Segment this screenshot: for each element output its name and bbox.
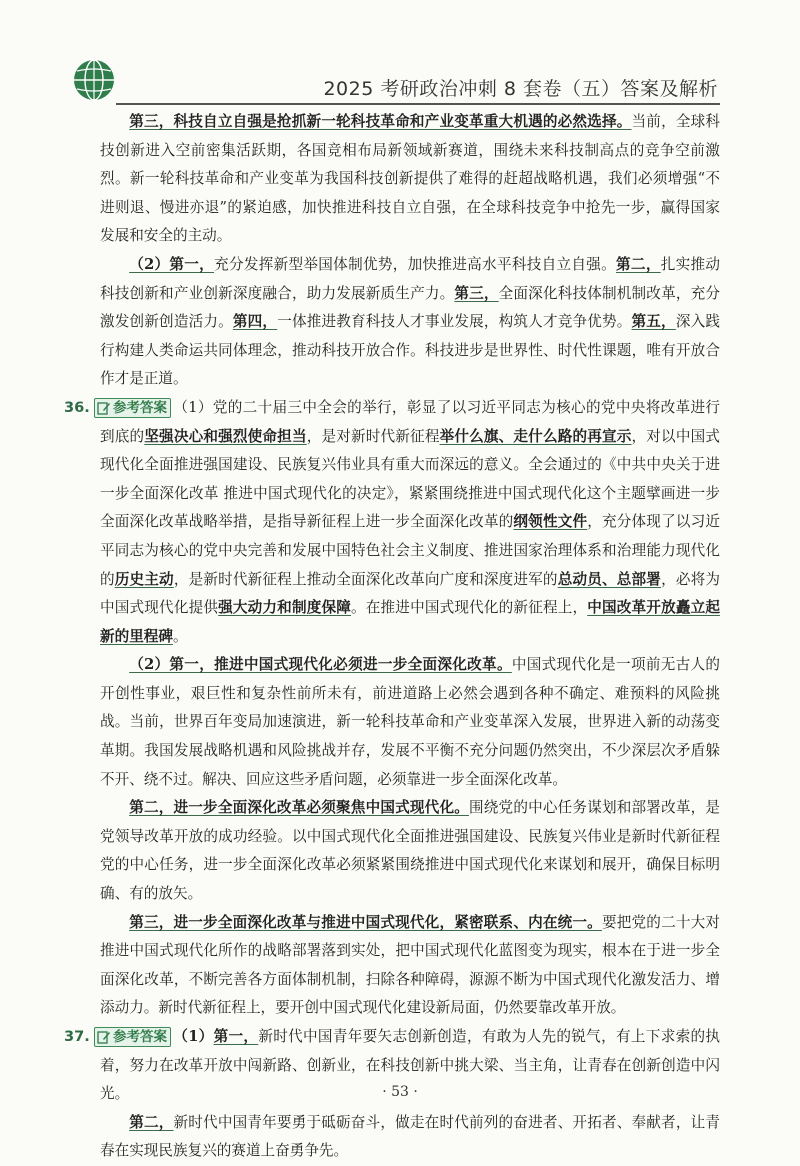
question-37-point-2: 第二，新时代中国青年要勇于砥砺奋斗，做走在时代前列的奋进者、开拓者、奉献者，让青春在实现民族复兴的赛道上奋勇争先。 [100, 1113, 720, 1160]
key-point: 第三， [454, 284, 499, 302]
question-number: 36. [64, 398, 90, 416]
key-point: 强大动力和制度保障 [218, 599, 352, 617]
answer-badge-label: 参考答案 [113, 399, 167, 416]
key-point: 纲领性文件 [513, 513, 588, 531]
question-37-part-1: 37. 参考答案 （1）第一，新时代中国青年要矢志创新创造，有敢为人先的锐气，有上下求索的执着，努力在改革开放中闯新路、创新业，在科技创新中挑大梁、当主角，让青春在创新创造中闪光。 [100, 1023, 720, 1109]
question-number: 37. [64, 1028, 90, 1045]
question-36-part-1: 36. 参考答案 （1）党的二十届三中全会的举行，彰显了以习近平同志为核心的党中央将改革进行到底的坚强决心和强烈使命担当，是对新时代新征程举什么旗、走什么路的再宣示，对以中国式现代化全面推进强国建设、民族复兴伟业具有重大而深远的意义。全会通过的《中共中央关于进一步全面深化改革 推进中国式现代化的决定》，紧紧围绕推进中国式现代化这个主题擘画进一步全面深化改革战略举措，是指导新征程上进一步全面深化改革的纲领性文件，充分体现了以习近平同志为核心的党中央完善和发展中国特色社会主义制度、推进国家治理体系和治理能力现代化的历史主动，是新时代新征程上推动全面深化改革向广度和深度进军的总动员、总部署，必将为中国式现代化提供强大动力和制度保障。在推进中国式现代化的新征程上，中国改革开放矗立起新的里程碑。 [100, 394, 720, 651]
answer-content [64, 108, 720, 1166]
paragraph-text: 一体推进教育科技人才事业发展，构筑人才竞争优势。 [277, 313, 632, 331]
key-point: 历史主动 [114, 570, 174, 588]
paragraph-text: 充分发挥新型举国体制优势，加快推进高水平科技自立自强。 [214, 255, 617, 273]
key-point: 第三，进一步全面深化改革与推进中国式现代化，紧密联系、内在统一。 [129, 913, 602, 931]
key-point: 第二， [616, 255, 661, 273]
page-number: · 53 · [382, 1084, 418, 1100]
key-point: 第二， [129, 1113, 174, 1131]
answer-badge-label: 参考答案 [113, 1029, 167, 1045]
key-point: 第一， [213, 1028, 259, 1045]
header-divider [116, 103, 720, 105]
answer-badge [94, 398, 171, 418]
page-header [0, 0, 800, 110]
key-point: 中国改革开放矗立起新的里程碑 [100, 599, 720, 645]
edit-icon [97, 401, 111, 415]
paragraph-science-self-reliance [100, 108, 720, 251]
key-point: 第四， [232, 313, 278, 331]
key-point: （2）第一，推进中国式现代化必须进一步全面深化改革。 [129, 656, 512, 674]
key-point: （2）第一， [129, 255, 215, 273]
globe-logo-icon [72, 58, 116, 102]
key-point: 举什么旗、走什么路的再宣示 [439, 427, 632, 445]
question-36-part-2-point-2: 第二，进一步全面深化改革必须聚焦中国式现代化。围绕党的中心任务谋划和部署改革，是党领导改革开放的成功经验。以中国式现代化全面推进强国建设、民族复兴伟业是新时代新征程党的中心任务，进一步全面深化改革必须紧紧围绕推进中国式现代化来谋划和展开，确保目标明确、有的放矢。 [100, 799, 720, 903]
key-point: 第三，科技自立自强是抢抓新一轮科技革命和产业变革重大机遇的必然选择。 [129, 113, 632, 130]
key-point: 第二，进一步全面深化改革必须聚焦中国式现代化。 [129, 799, 469, 817]
edit-icon [97, 1030, 111, 1044]
paragraph-measures [100, 251, 720, 394]
key-point: 总动员、总部署 [557, 570, 662, 588]
paragraph-text: 深入践行构建人类命运共同体理念，推动科技开放合作。科技进步是世界性、时代性课题，唯有开放合作才是正道。 [100, 313, 720, 388]
paragraph-text: 当前，全球科技创新进入空前密集活跃期，各国竞相布局新领域新赛道，围绕未来科技制高点的竞争空前激烈。新一轮科技革命和产业变革为我国科技创新提供了难得的赶超战略机遇，我们必须增强“不进则退、慢进亦退”的紧迫感，加快推进科技自立自强，在全球科技竞争中抢先一步，赢得国家发展和安全的主动。 [100, 113, 720, 245]
paragraph-text: 扎实推动科技创新和产业创新深度融合，助力发展新质生产力。 [100, 255, 720, 302]
question-36-part-2-point-3: 第三，进一步全面深化改革与推进中国式现代化，紧密联系、内在统一。要把党的二十大对推进中国式现代化所作的战略部署落到实处，把中国式现代化蓝图变为现实，根本在于进一步全面深化改革，不断完善各方面体制机制，扫除各种障碍，源源不断为中国式现代化激发活力、增添动力。新时代新征程上，要开创中国式现代化建设新局面，仍然要靠改革开放。 [100, 913, 720, 1017]
paragraph-text: 全面深化科技体制机制改革，充分激发创新创造活力。 [100, 284, 720, 331]
answer-badge [94, 1027, 171, 1047]
question-36-part-2-point-1: （2）第一，推进中国式现代化必须进一步全面深化改革。中国式现代化是一项前无古人的开创性事业，艰巨性和复杂性前所未有，前进道路上必然会遇到各种不确定、难预料的风险挑战。当前，世界百年变局加速演进，新一轮科技革命和产业变革深入发展，世界进入新的动荡变革期。我国发展战略机遇和风险挑战并存，发展不平衡不充分问题仍然突出，不少深层次矛盾躲不开、绕不过。解决、回应这些矛盾问题，必须靠进一步全面深化改革。 [100, 656, 720, 788]
key-point: 第五， [631, 313, 676, 331]
header-title: 2025 考研政治冲刺 8 套卷（五）答案及解析 [323, 78, 718, 100]
key-point: 坚强决心和强烈使命担当 [144, 427, 307, 445]
